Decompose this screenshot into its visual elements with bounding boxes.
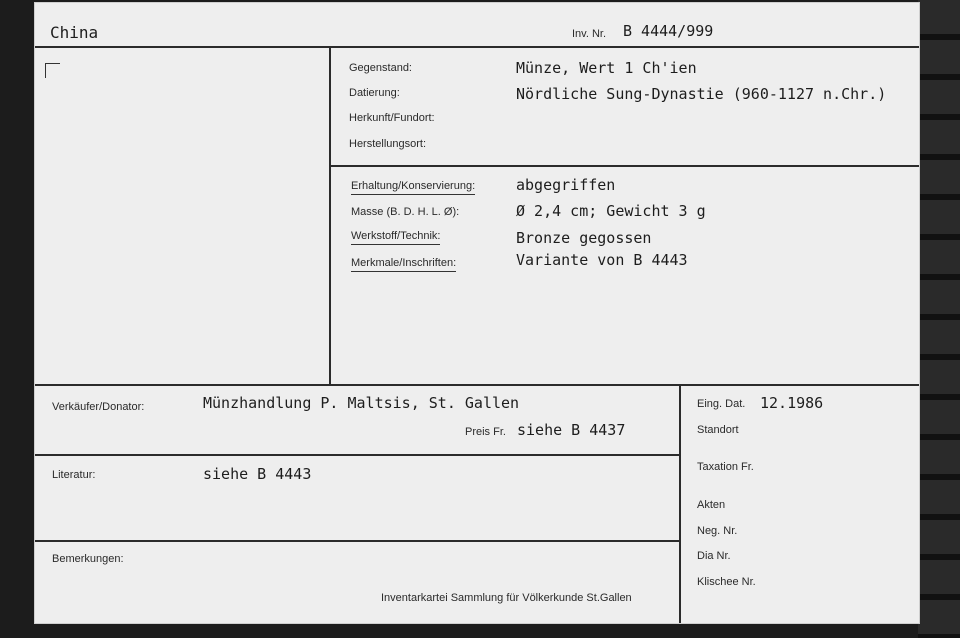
admin-column-rule — [679, 386, 681, 623]
card-footer-text: Inventarkartei Sammlung für Völkerkunde St.Gallen — [381, 592, 632, 604]
preis-value: siehe B 4437 — [517, 421, 626, 439]
erhaltung-label — [351, 180, 475, 192]
werkstoff-label — [351, 230, 440, 242]
country-value: China — [50, 23, 99, 42]
preis-label: Preis Fr. — [465, 426, 506, 438]
werkstoff-label-text: Werkstoff/Technik: — [351, 230, 440, 245]
taxation-label: Taxation Fr. — [697, 461, 754, 473]
eing-dat-label: Eing. Dat. — [697, 398, 746, 410]
gegenstand-value: Münze, Wert 1 Ch'ien — [516, 59, 697, 77]
middle-rule — [35, 384, 919, 386]
inv-nr-label: Inv. Nr. — [572, 28, 607, 40]
merkmale-label-text: Merkmale/Inschriften: — [351, 257, 456, 272]
akten-label: Akten — [697, 499, 726, 511]
klischee-nr-label: Klischee Nr. — [697, 576, 756, 588]
werkstoff-value: Bronze gegossen — [516, 229, 652, 247]
header-rule — [35, 46, 919, 48]
photo-corner-mark — [45, 63, 60, 78]
herstellungsort-label: Herstellungsort: — [349, 138, 427, 150]
literatur-rule — [35, 540, 679, 542]
literatur-value: siehe B 4443 — [203, 465, 312, 483]
masse-value: Ø 2,4 cm; Gewicht 3 g — [516, 202, 706, 220]
masse-label: Masse (B. D. H. L. Ø): — [351, 206, 460, 218]
neg-nr-label: Neg. Nr. — [697, 525, 738, 537]
erhaltung-label-text: Erhaltung/Konservierung: — [351, 180, 475, 195]
inventory-card — [34, 2, 920, 624]
erhaltung-value: abgegriffen — [516, 176, 616, 194]
herkunft-label: Herkunft/Fundort: — [349, 112, 435, 124]
dia-nr-label: Dia Nr. — [697, 550, 731, 562]
verkaeufer-value: Münzhandlung P. Maltsis, St. Gallen — [203, 394, 520, 412]
merkmale-value: Variante von B 4443 — [516, 251, 688, 269]
verkaeufer-label: Verkäufer/Donator: — [52, 401, 145, 413]
gegenstand-label: Gegenstand: — [349, 62, 412, 74]
object-section-rule — [329, 165, 919, 167]
inv-nr-value: B 4444/999 — [623, 22, 714, 40]
bemerkungen-label: Bemerkungen: — [52, 553, 124, 565]
datierung-label: Datierung: — [349, 87, 400, 99]
datierung-value: Nördliche Sung-Dynastie (960-1127 n.Chr.) — [516, 85, 887, 103]
image-column-rule — [329, 48, 331, 386]
standort-label: Standort — [697, 424, 739, 436]
literatur-label: Literatur: — [52, 469, 96, 481]
background-strip — [918, 0, 960, 638]
eing-dat-value: 12.1986 — [760, 394, 824, 412]
acquisition-rule — [35, 454, 679, 456]
merkmale-label — [351, 257, 456, 269]
